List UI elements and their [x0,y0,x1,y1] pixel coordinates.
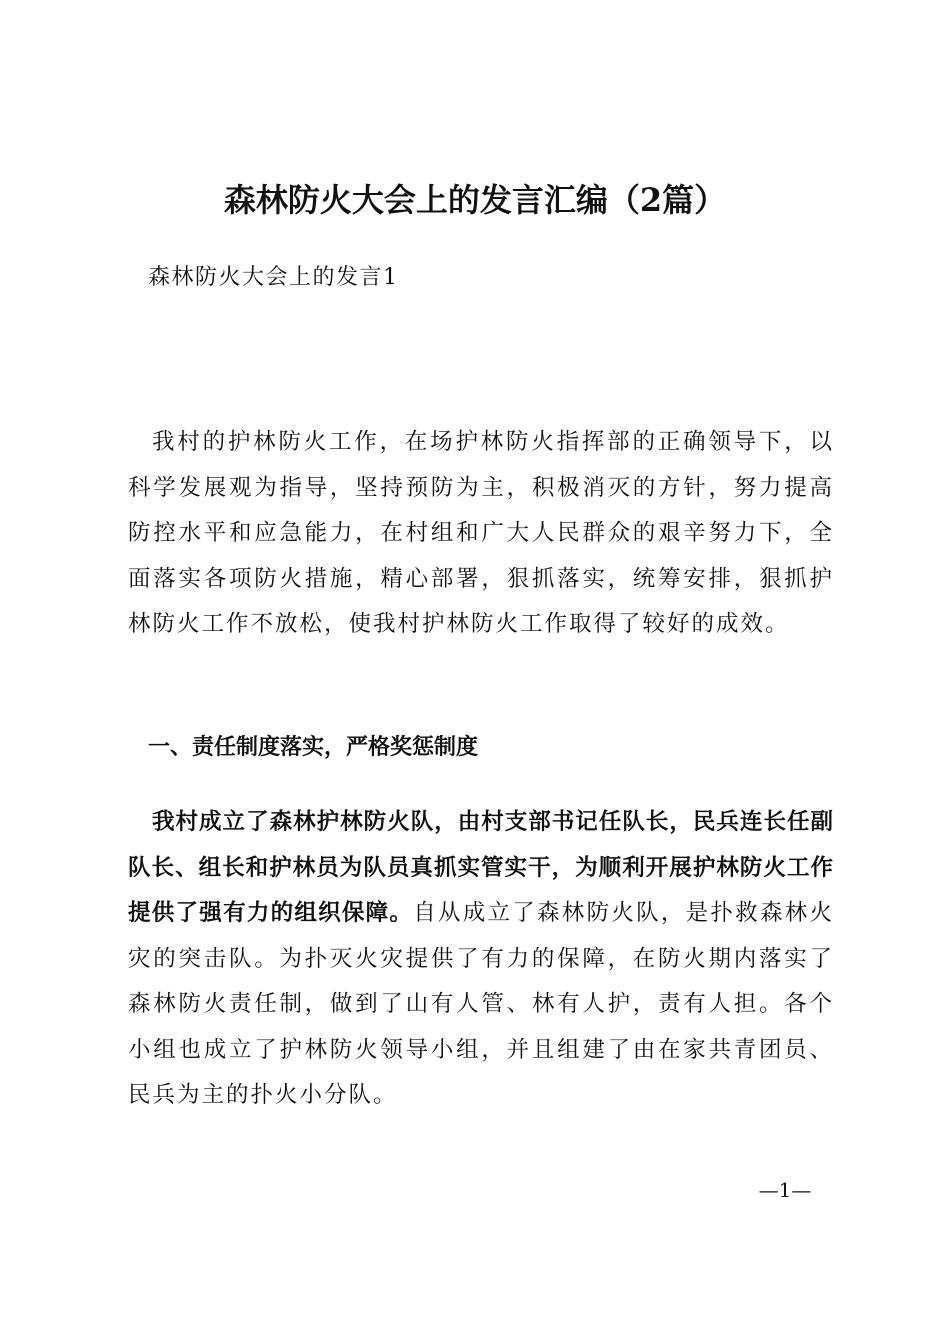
section-paragraph-rest: 自从成立了森林防火队，是扑救森林火灾的突击队。为扑灭火灾提供了有力的保障，在防火期内落实了森林防火责任制，做到了山有人管、林有人护，责有人担。各个小组也成立了护林防火领导小组，并且组建了由在家共青团员、民兵为主的扑火小分队。 [128,900,834,1108]
section-paragraph-lead: 我村成立了森林护林防火队，由村支部书记任队长，民兵连长任副队长、组长和护林员为队员真抓实管实干，为顺利开展护林防火工作提供了强有力的组织保障。 [128,809,834,926]
document-title: 森林防火大会上的发言汇编（2篇） [223,181,727,219]
document-subtitle: 森林防火大会上的发言1 [148,265,399,290]
section-heading: 一、责任制度落实，严格奖惩制度 [148,735,479,760]
section-paragraph [128,800,834,1119]
page-number: —1— [758,1178,812,1202]
intro-paragraph: 我村的护林防火工作，在场护林防火指挥部的正确领导下，以科学发展观为指导，坚持预防为主，积极消灭的方针，努力提高防控水平和应急能力，在村组和广大人民群众的艰辛努力下，全面落实各项防火措施，精心部署，狠抓落实，统筹安排，狠抓护林防火工作不放松，使我村护林防火工作取得了较好的成效。 [128,429,834,637]
